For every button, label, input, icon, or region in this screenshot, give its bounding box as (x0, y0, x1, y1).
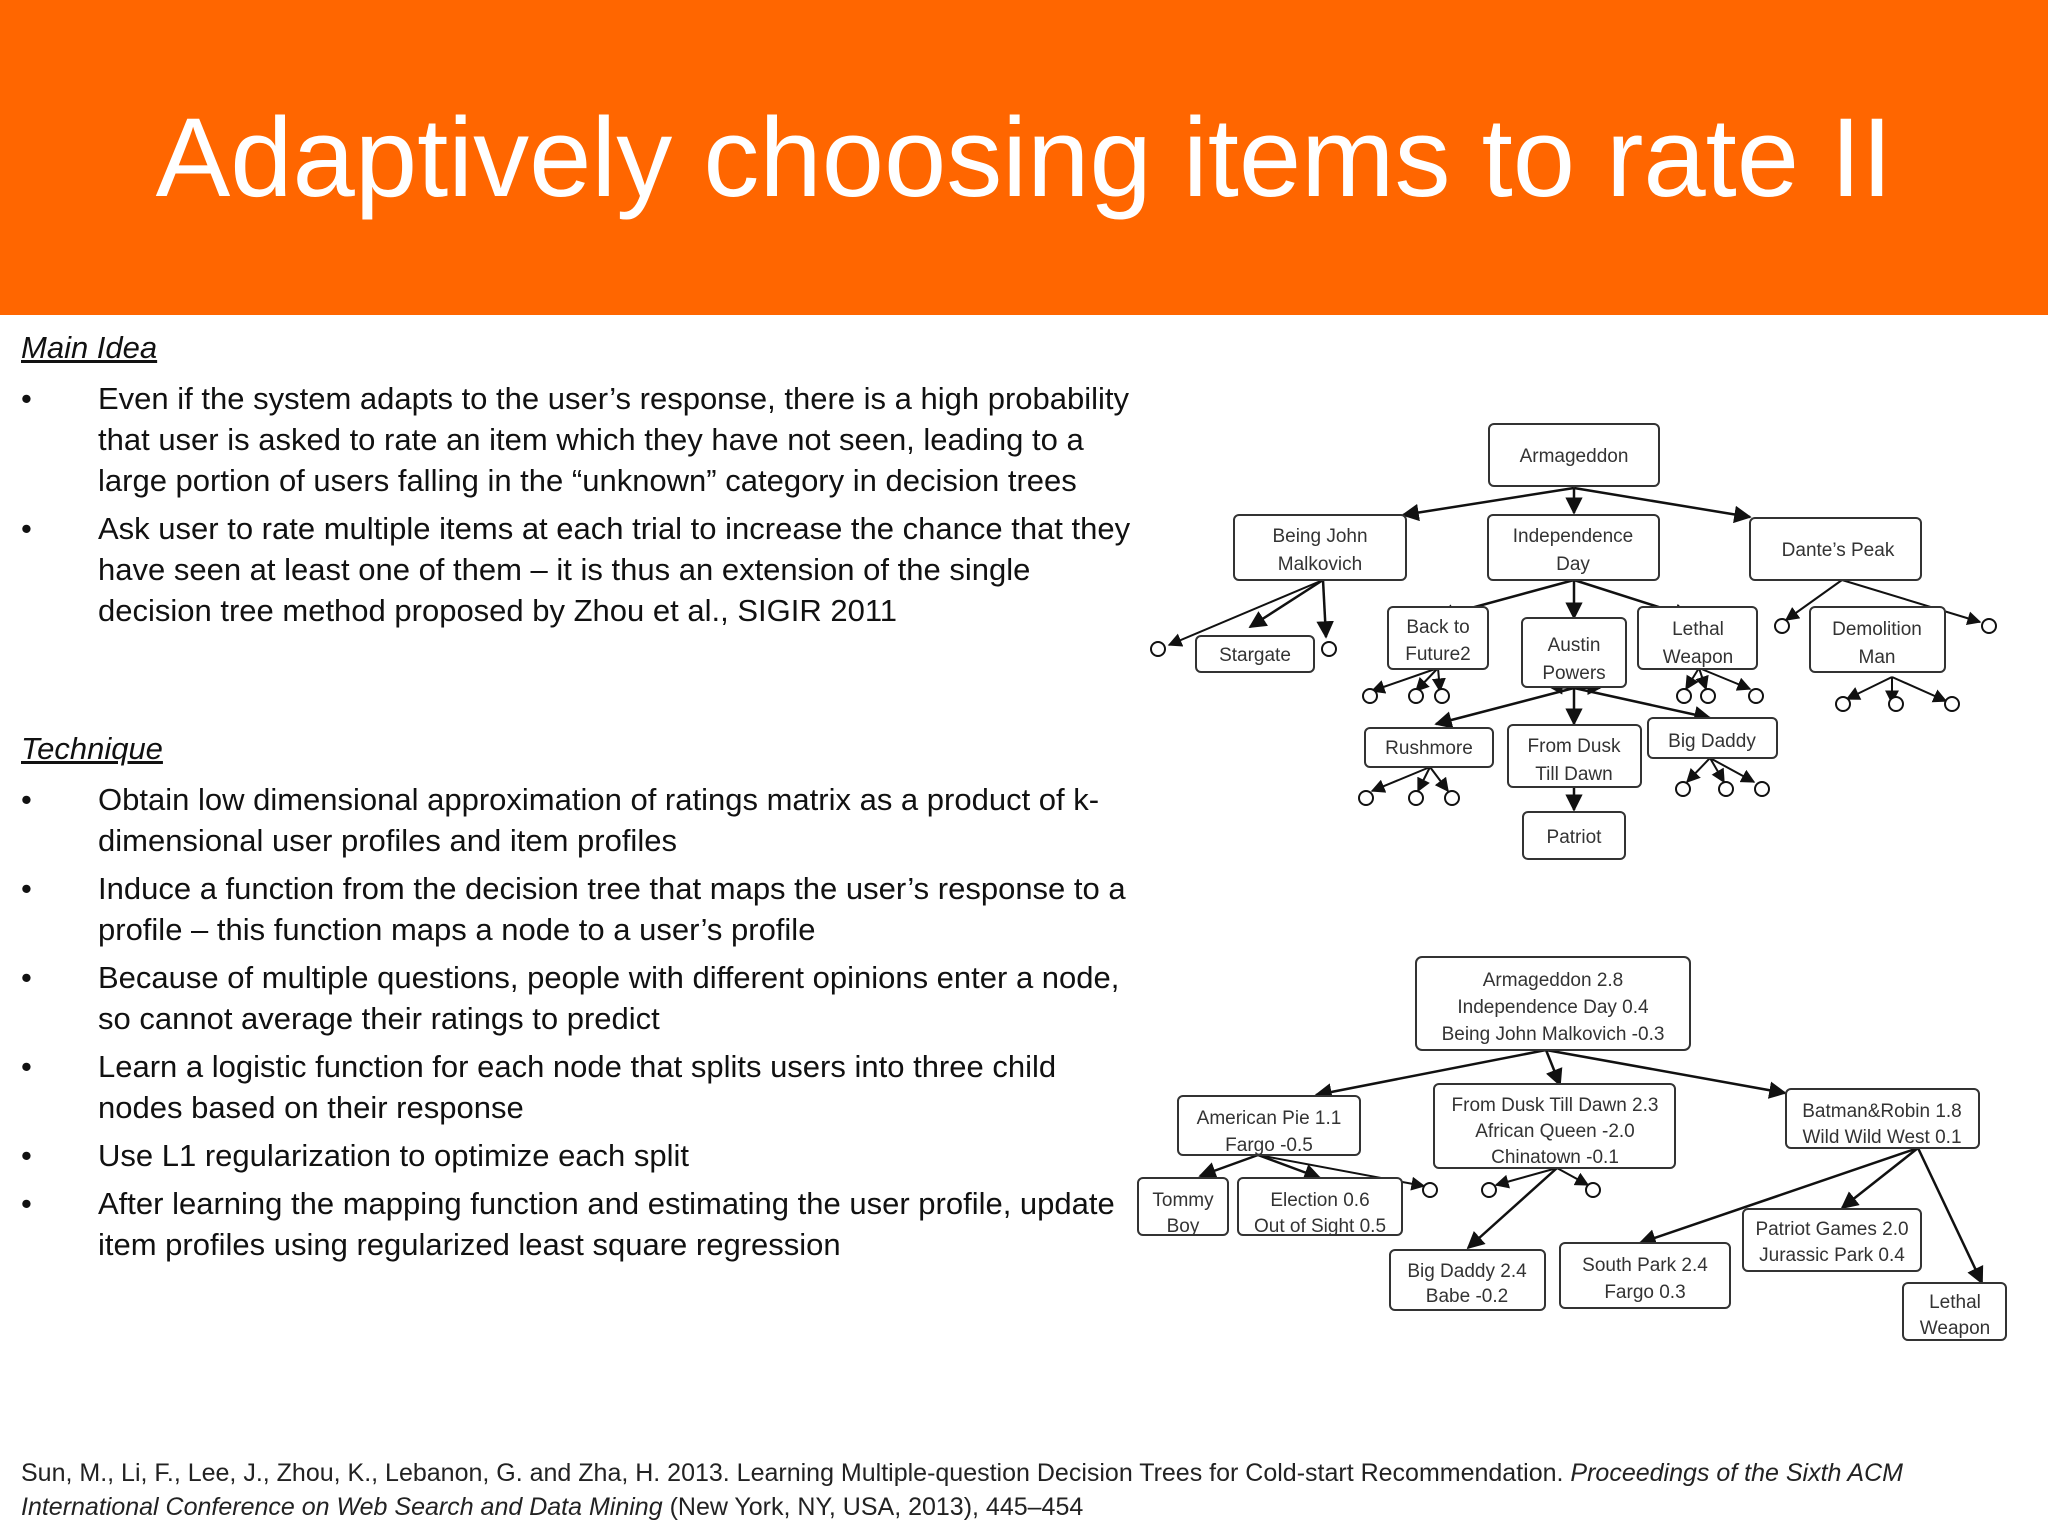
node2-from-dusk-3: Chinatown -0.1 (1491, 1147, 1619, 1168)
bullet-dot: • (21, 871, 32, 906)
node2-south-park-1: South Park 2.4 (1582, 1255, 1708, 1276)
bullet-dot: • (21, 1049, 32, 1084)
node-from-dusk-1: From Dusk (1527, 736, 1621, 757)
bullet-item: • Use L1 regularization to optimize each split (21, 1135, 1131, 1176)
citation-venue: Proceedings of the Sixth ACM International Conference on Web Search and Data Mining (21, 1459, 1903, 1521)
node2-american-pie-2: Fargo -0.5 (1225, 1135, 1313, 1156)
node2-election-1: Election 0.6 (1270, 1190, 1370, 1211)
node2-patriot-games-1: Patriot Games 2.0 (1755, 1219, 1909, 1240)
node2-tommy-boy-2: Boy (1166, 1216, 1200, 1237)
node-demolition-man-1: Demolition (1832, 619, 1922, 640)
node2-root-1: Armageddon 2.8 (1482, 970, 1624, 991)
node2-lethal-weapon-2: Weapon (1919, 1318, 1991, 1339)
bullet-item: • Ask user to rate multiple items at each trial to increase the chance that they have seen at least one of them – it is thus an extension of the single decision tree method proposed by Zhou et al., SIGIR 2011 (21, 508, 1131, 631)
node2-patriot-games-2: Jurassic Park 0.4 (1759, 1245, 1905, 1266)
node-independence-2: Day (1556, 554, 1590, 575)
node-patriot: Patriot (1546, 827, 1602, 848)
node2-tommy-boy-1: Tommy (1152, 1190, 1214, 1211)
node2-big-daddy-1: Big Daddy 2.4 (1407, 1261, 1527, 1282)
node-armageddon: Armageddon (1519, 446, 1629, 467)
node-independence-1: Independence (1512, 526, 1634, 547)
node2-election-2: Out of Sight 0.5 (1253, 1216, 1387, 1237)
node-stargate: Stargate (1219, 645, 1291, 666)
node-austin-powers-2: Powers (1542, 663, 1606, 684)
citation-tail: (New York, NY, USA, 2013), 445–454 (669, 1493, 1084, 1521)
technique-list (21, 779, 1131, 1272)
bullet-dot: • (21, 960, 32, 995)
node-from-dusk-2: Till Dawn (1535, 764, 1613, 785)
node2-american-pie-1: American Pie 1.1 (1196, 1108, 1342, 1129)
bullet-item: • Even if the system adapts to the user’s response, there is a high probability that user is asked to rate an item which they have not seen, leading to a large portion of users falling in the “unknown” category in decision trees (21, 378, 1131, 501)
bullet-item: • Induce a function from the decision tree that maps the user’s response to a profile – this function maps a node to a user’s profile (21, 868, 1131, 950)
main-idea-heading: Main Idea (21, 330, 158, 365)
node2-lethal-weapon-1: Lethal (1929, 1292, 1981, 1313)
node2-from-dusk-1: From Dusk Till Dawn 2.3 (1451, 1095, 1659, 1116)
node-big-daddy: Big Daddy (1668, 731, 1756, 752)
citation-authors: Sun, M., Li, F., Lee, J., Zhou, K., Lebanon, G. and Zha, H. 2013. Learning Multiple-question Decision Trees for Cold-start Recommendation. (21, 1459, 1564, 1487)
bullet-item: • Obtain low dimensional approximation of ratings matrix as a product of k-dimensional user profiles and item profiles (21, 779, 1131, 861)
main-idea-list (21, 378, 1131, 638)
node2-batman-1: Batman&Robin 1.8 (1802, 1101, 1962, 1122)
bullet-item: • Learn a logistic function for each node that splits users into three child nodes based on their response (21, 1046, 1131, 1128)
decision-tree-diagrams (1130, 410, 2030, 1365)
node-dantes-peak: Dante’s Peak (1781, 540, 1895, 561)
node2-root-3: Being John Malkovich -0.3 (1441, 1024, 1665, 1045)
bullet-dot: • (21, 1186, 32, 1221)
node-back-to-future-1: Back to (1406, 617, 1470, 638)
node-lethal-weapon-2: Weapon (1662, 647, 1734, 668)
node2-root-2: Independence Day 0.4 (1457, 997, 1649, 1018)
node-being-john-1: Being John (1272, 526, 1368, 547)
bullet-dot: • (21, 511, 32, 546)
tree2-leaves (1423, 1183, 1600, 1197)
node2-big-daddy-2: Babe -0.2 (1425, 1286, 1509, 1307)
decision-tree-svg (1130, 410, 2030, 1360)
bullet-dot: • (21, 1138, 32, 1173)
technique-heading: Technique (21, 731, 163, 766)
node-back-to-future-2: Future2 (1405, 644, 1471, 665)
node-demolition-man-2: Man (1858, 647, 1896, 668)
node2-from-dusk-2: African Queen -2.0 (1475, 1121, 1635, 1142)
node-rushmore: Rushmore (1385, 738, 1473, 759)
node2-south-park-2: Fargo 0.3 (1604, 1282, 1686, 1303)
bullet-item: • After learning the mapping function and estimating the user profile, update item profiles using regularized least square regression (21, 1183, 1131, 1265)
node-austin-powers-1: Austin (1547, 635, 1601, 656)
title-banner (0, 0, 2048, 315)
slide-title: Adaptively choosing items to rate II (155, 95, 1893, 220)
bullet-dot: • (21, 381, 32, 416)
node-being-john-2: Malkovich (1277, 554, 1363, 575)
bullet-item: • Because of multiple questions, people with different opinions enter a node, so cannot average their ratings to predict (21, 957, 1131, 1039)
bullet-dot: • (21, 782, 32, 817)
node2-batman-2: Wild Wild West 0.1 (1802, 1127, 1962, 1148)
citation (21, 1456, 2031, 1524)
node-lethal-weapon-1: Lethal (1672, 619, 1724, 640)
